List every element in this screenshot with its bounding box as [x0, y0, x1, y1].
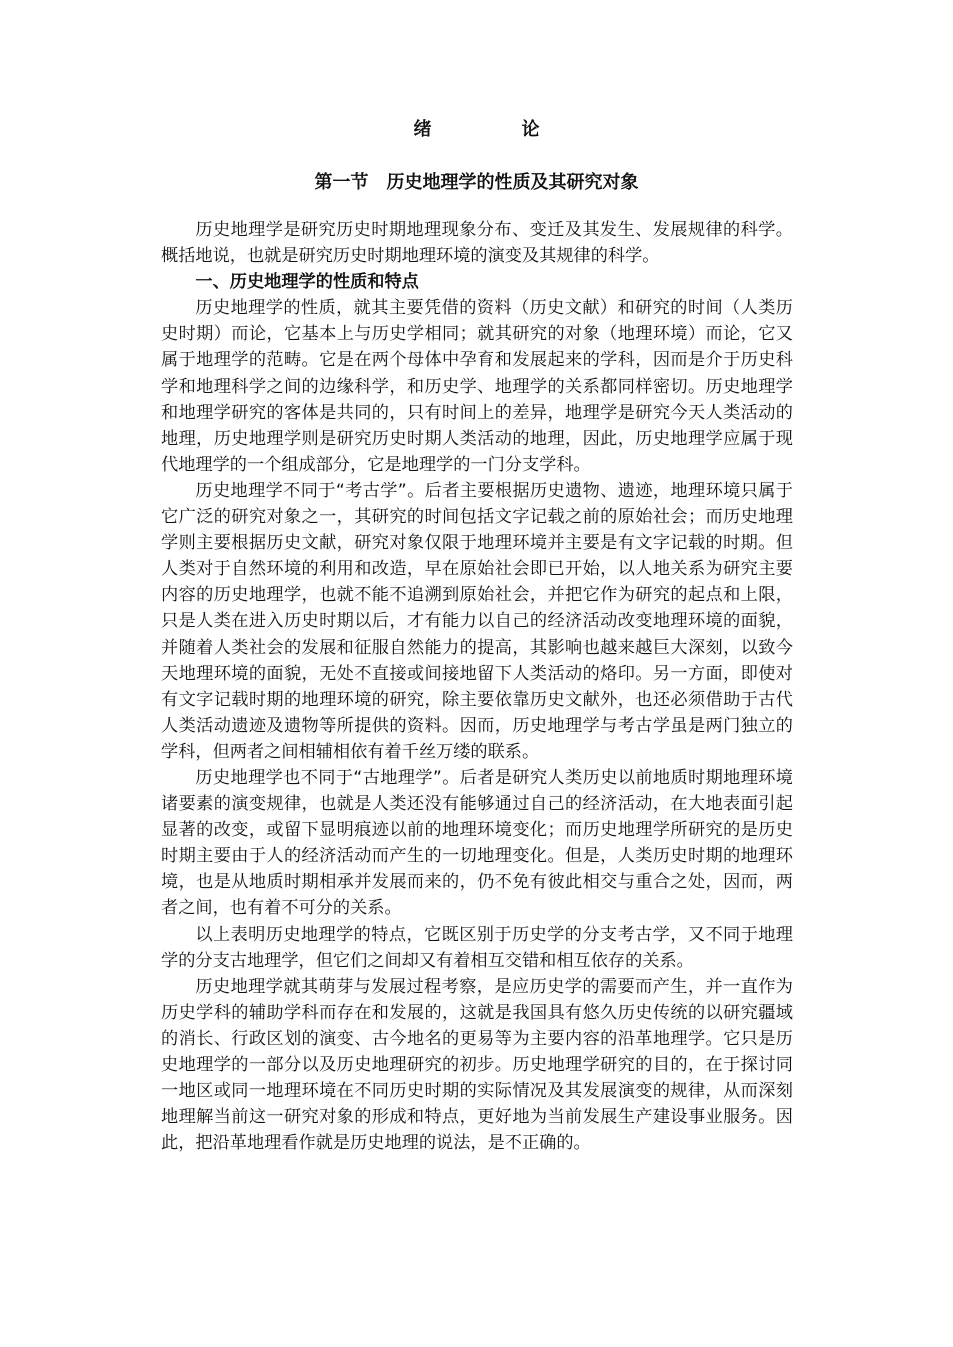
- section-title: 第一节 历史地理学的性质及其研究对象: [314, 172, 639, 193]
- paragraph-features-summary: 以上表明历史地理学的特点，它既区别于历史学的分支考古学，又不同于地理学的分支古地理学，但它们之间却又有着相互交错和相互依存的关系。: [161, 924, 793, 971]
- paragraph-nature: 历史地理学的性质，就其主要凭借的资料（历史文献）和研究的时间（人类历史时期）而论，它基本上与历史学相同；就其研究的对象（地理环境）而论，它又属于地理学的范畴。它是在两个母体中孕育和发展起来的学科，因而是介于历史科学和地理科学之间的边缘科学，和历史学、地理学的关系都同样密切。历史地理学和地理学研究的客体是共同的，只有时间上的差异，地理学是研究今天人类活动的地理，历史地理学则是研究历史时期人类活动的地理，因此，历史地理学应属于现代地理学的一个组成部分，它是地理学的一门分支学科。: [161, 298, 793, 475]
- paragraph-development: 历史地理学就其萌芽与发展过程考察，是应历史学的需要而产生，并一直作为历史学科的辅助学科而存在和发展的，这就是我国具有悠久历史传统的以研究疆域的消长、行政区划的演变、古今地名的更易等为主要内容的沿革地理学。它只是历史地理学的一部分以及历史地理研究的初步。历史地理学研究的目的，在于探讨同一地区或同一地理环境在不同历史时期的实际情况及其发展演变的规律，从而深刻地理解当前这一研究对象的形成和特点，更好地为当前发展生产建设事业服务。因此，把沿革地理看作就是历史地理的说法，是不正确的。: [161, 976, 793, 1154]
- chapter-title: 绪 论: [413, 119, 576, 140]
- paragraph-vs-archaeology: 历史地理学不同于“考古学”。后者主要根据历史遗物、遗迹，地理环境只属于它广泛的研究对象之一，其研究的时间包括文字记载之前的原始社会；而历史地理学则主要根据历史文献，研究对象仅限于地理环境并主要是有文字记载的时期。但人类对于自然环境的利用和改造，早在原始社会即已开始，以人地关系为研究主要内容的历史地理学，也就不能不追溯到原始社会，并把它作为研究的起点和上限，只是人类在进入历史时期以后，才有能力以自己的经济活动改变地理环境的面貌，并随着人类社会的发展和征服自然能力的提高，其影响也越来越巨大深刻，以致今天地理环境的面貌，无处不直接或间接地留下人类活动的烙印。另一方面，即使对有文字记载时期的地理环境的研究，除主要依靠历史文献外，也还必须借助于古代人类活动遗迹及遗物等所提供的资料。因而，历史地理学与考古学虽是两门独立的学科，但两者之间相辅相依有着千丝万缕的联系。: [161, 480, 793, 762]
- paragraph-definition: 历史地理学是研究历史时期地理现象分布、变迁及其发生、发展规律的科学。概括地说，也就是研究历史时期地理环境的演变及其规律的科学。: [161, 220, 793, 267]
- body-text: [161, 217, 793, 1156]
- subheading-nature-and-features: 一、历史地理学的性质和特点: [195, 272, 419, 293]
- paragraph-vs-paleogeography: 历史地理学也不同于“古地理学”。后者是研究人类历史以前地质时期地理环境诸要素的演变规律，也就是人类还没有能够通过自己的经济活动，在大地表面引起显著的改变，或留下显明痕迹以前的地理环境变化；而历史地理学所研究的是历史时期主要由于人的经济活动而产生的一切地理变化。但是，人类历史时期的地理环境，也是从地质时期相承并发展而来的，仍不免有彼此相交与重合之处，因而，两者之间，也有着不可分的关系。: [161, 767, 793, 919]
